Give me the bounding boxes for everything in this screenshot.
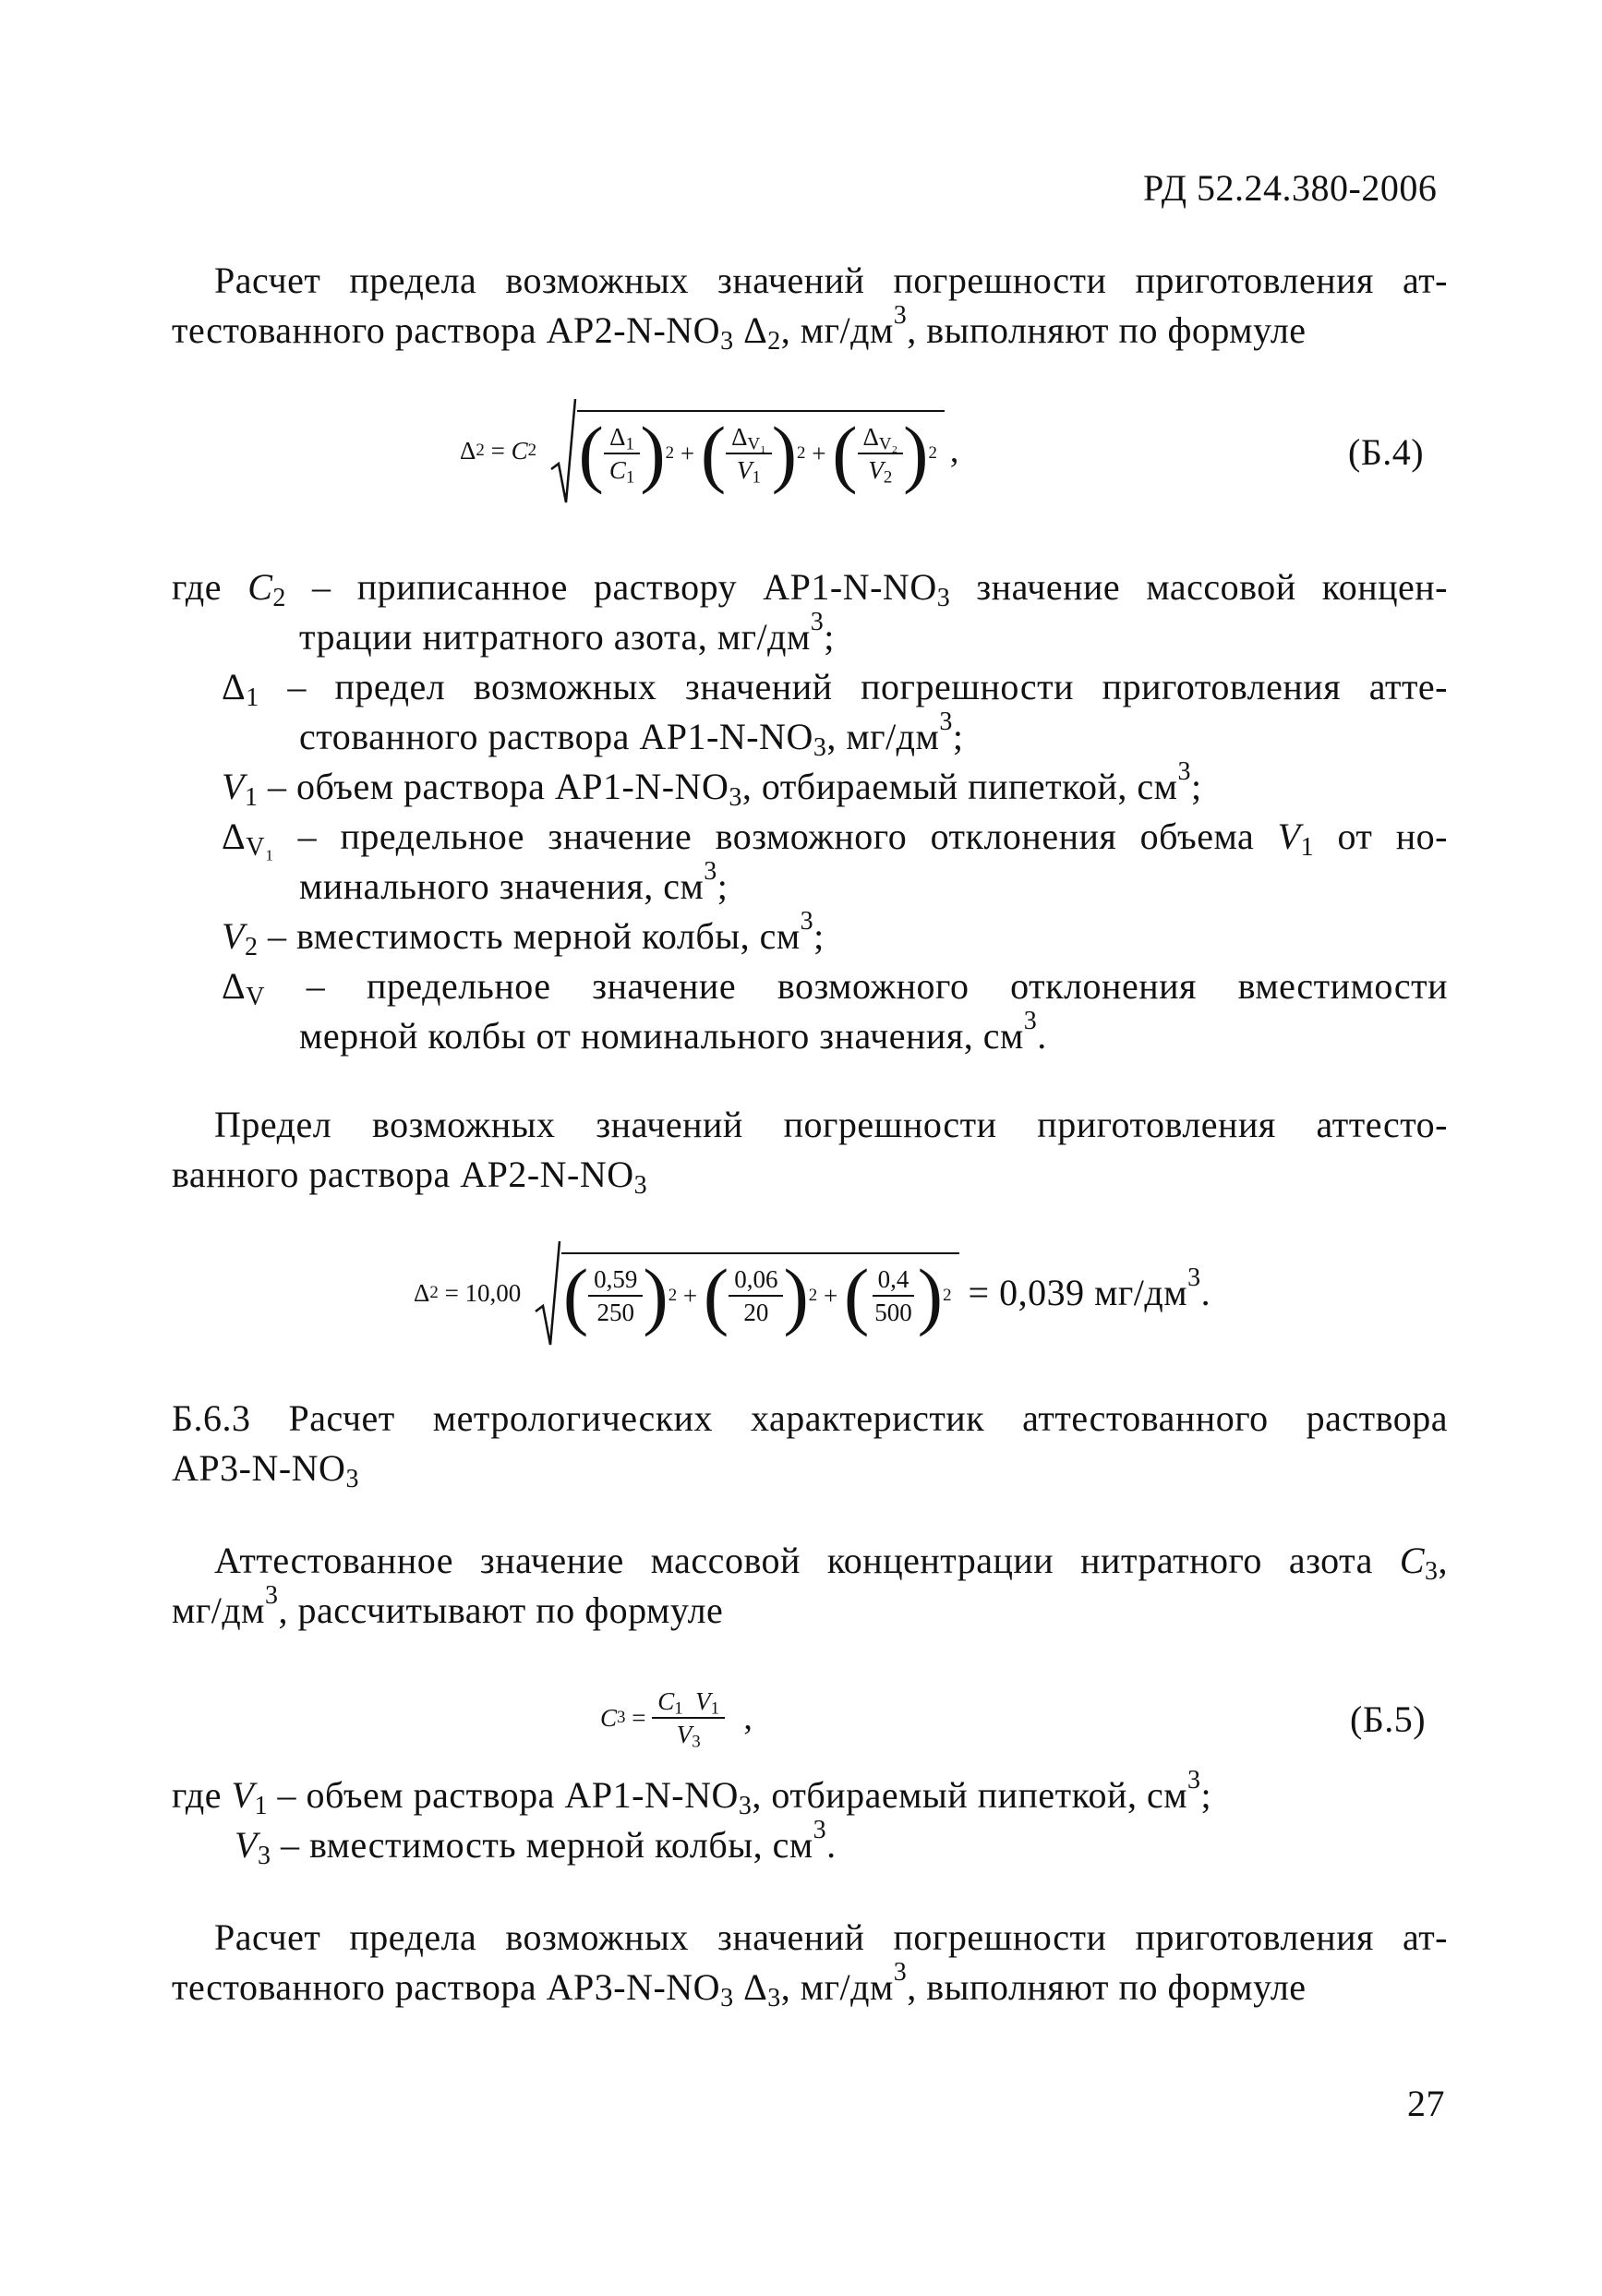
where-b4-item-1: где $C_2$ – приписанное раствору $АР1-N-NO_3$ значение массовой концен-: [172, 566, 1448, 612]
where-b4-item-4: $\Delta_{V_1}$ – предельное значение возможного отклонения объема $V_1$ от но-: [222, 816, 1449, 862]
where-b4-item-4-cont: минального значения, $см^3$;: [299, 857, 729, 907]
para3-line2: $мг/дм^3$, рассчитывают по формуле: [172, 1581, 724, 1631]
formula-b5: C 3 = $\frac{C_1 V_1}{V_3}$ ,: [600, 1687, 753, 1752]
where-b4-item-6-cont: мерной колбы от номинального значения, $см^3$.: [299, 1007, 1047, 1057]
para2-line1: Предел возможных значений погрешности приготовления аттесто-: [214, 1104, 1448, 1145]
para1-line1: Расчет предела возможных значений погрешности приготовления ат-: [214, 260, 1448, 301]
formula-calc: Δ 2 = 10,00 ( $\frac{0,59}{250}$ ) 2 + ( $\frac{0,06}{20}$ ) 2 + ( $\frac{0,4}{500}$ ) 2 = 0,039 $мг/дм^3$.: [414, 1238, 1211, 1348]
sqrt-sign: [534, 1238, 561, 1348]
where-b4-item-2-cont: стованного раствора $АР1-N-NO_3$, $мг/дм^3$;: [299, 707, 964, 762]
where-b5-item-2: $V_3$ – вместимость мерной колбы, $см^3$.: [235, 1816, 837, 1870]
para1-line2: тестованного раствора $АР2-N-NO_3$ $\Delta_2$, $мг/дм^3$, выполняют по формуле: [172, 301, 1307, 356]
formula-b4: Δ 2 = C 2 ( $\frac{\Delta_1}{C_1}$ ) 2 + ( $\frac{\Delta_{V_1}}{V_1}$ ) 2 + ( $\frac{\Delta_{V_2}}{V_2}$ ) 2 ,: [460, 395, 958, 506]
where-b4-item-1-cont: трации нитратного азота, $мг/дм^3$;: [299, 608, 835, 658]
sqrt-sign: [549, 395, 577, 506]
para2-line2: ванного раствора $АР2-N-NO_3$: [172, 1154, 648, 1200]
formula-b4-label: (Б.4): [1348, 431, 1425, 473]
para4-line2: тестованного раствора $АР3-N-NO_3$ $\Delta_3$, $мг/дм^3$, выполняют по формуле: [172, 1958, 1307, 2012]
where-b4-item-5: $V_2$ – вместимость мерной колбы, $см^3$;: [222, 907, 825, 961]
para3-line1: Аттестованное значение массовой концентрации нитратного азота $C_3$,: [214, 1540, 1448, 1586]
doc-code-header: РД 52.24.380-2006: [1143, 167, 1438, 209]
formula-b5-label: (Б.5): [1350, 1698, 1427, 1740]
para4-line1: Расчет предела возможных значений погрешности приготовления ат-: [214, 1916, 1448, 1958]
where-b4-item-3: $V_1$ – объем раствора $АР1-N-NO_3$, отбираемый пипеткой, $см^3$;: [222, 757, 1202, 812]
page-number: 27: [1407, 2083, 1445, 2124]
where-b4-item-6: $\Delta_V$ – предельное значение возможного отклонения вместимости: [222, 965, 1448, 1011]
where-b5-item-1: где $V_1$ – объем раствора $АР1-N-NO_3$, отбираемый пипеткой, $см^3$;: [172, 1766, 1212, 1820]
section-b63-heading: Б.6.3 Расчет метрологических характеристик аттестованного раствора: [172, 1397, 1448, 1439]
section-b63-heading-cont: $АР3-N-NO_3$: [172, 1447, 359, 1493]
where-b4-item-2: $\Delta_1$ – предел возможных значений погрешности приготовления атте-: [222, 666, 1448, 712]
